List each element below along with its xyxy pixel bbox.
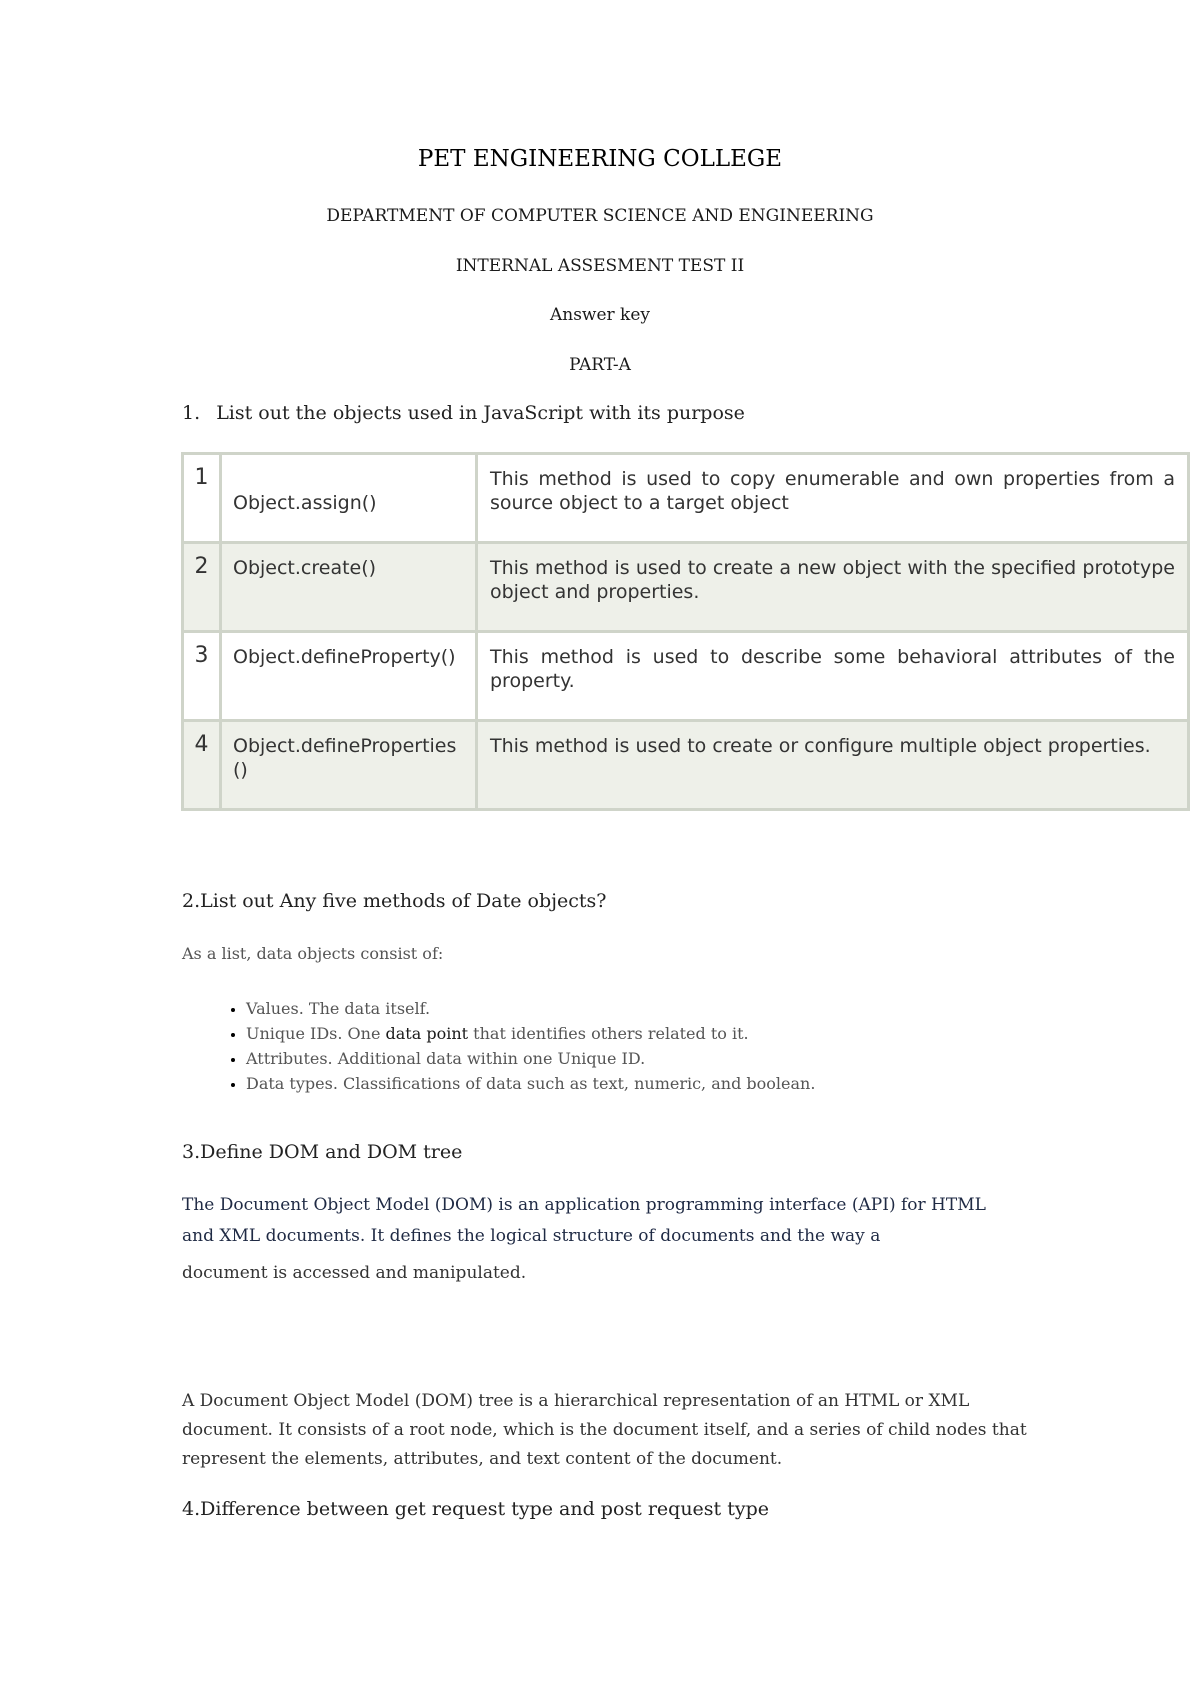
object-method-name: Object.create()	[221, 543, 477, 632]
table-row	[183, 454, 1189, 543]
department-name: DEPARTMENT OF COMPUTER SCIENCE AND ENGINEERING	[326, 206, 874, 226]
question-2-intro: As a list, data objects consist of:	[182, 944, 444, 963]
answer-key-label: Answer key	[549, 305, 651, 325]
object-method-name: Object.defineProperties()	[221, 721, 477, 810]
question-1	[182, 402, 745, 424]
data-objects-list	[212, 996, 815, 1096]
object-method-description: This method is used to create or configure multiple object properties.	[477, 721, 1189, 810]
list-item	[246, 1046, 815, 1071]
dom-definition-text-end: document is accessed and manipulated.	[182, 1263, 527, 1283]
list-item-text-end: that identifies others related to it.	[468, 1024, 749, 1043]
row-number: 2	[183, 543, 221, 632]
test-title: INTERNAL ASSESMENT TEST II	[455, 256, 745, 276]
data-point-term: data point	[385, 1024, 469, 1043]
table-row	[183, 543, 1189, 632]
object-method-name: Object.defineProperty()	[221, 632, 477, 721]
question-3: 3.Define DOM and DOM tree	[182, 1141, 463, 1163]
list-item-text: Values. The data itself.	[246, 999, 431, 1018]
table-row	[183, 721, 1189, 810]
question-4: 4.Difference between get request type and post request type	[182, 1498, 769, 1520]
college-name: PET ENGINEERING COLLEGE	[417, 146, 783, 172]
table-row	[183, 632, 1189, 721]
list-item	[246, 1021, 815, 1046]
question-2: 2.List out Any five methods of Date objects?	[182, 890, 607, 912]
question-1-text: List out the objects used in JavaScript with its purpose	[216, 402, 745, 424]
row-number: 3	[183, 632, 221, 721]
object-method-description: This method is used to create a new object with the specified prototype object and properties.	[477, 543, 1189, 632]
row-number: 1	[183, 454, 221, 543]
object-method-description: This method is used to describe some behavioral attributes of the property.	[477, 632, 1189, 721]
object-method-description: This method is used to copy enumerable and own properties from a source object to a target object	[477, 454, 1189, 543]
dom-definition-paragraph	[182, 1190, 1002, 1289]
dom-definition-text: The Document Object Model (DOM) is an application programming interface (API) for HTML and XML documents. It defines the logical structure of documents and the way a	[182, 1195, 986, 1246]
object-method-name: Object.assign()	[221, 454, 477, 543]
list-item	[246, 996, 815, 1021]
question-1-number: 1.	[182, 402, 201, 424]
part-label: PART-A	[569, 355, 631, 375]
list-item-text: Unique IDs. One	[246, 1024, 386, 1043]
list-item-text: Data types. Classifications of data such as text, numeric, and boolean.	[246, 1074, 816, 1093]
list-item	[246, 1071, 815, 1096]
row-number: 4	[183, 721, 221, 810]
dom-tree-paragraph: A Document Object Model (DOM) tree is a hierarchical representation of an HTML or XML document. It consists of a root node, which is the document itself, and a series of child nodes that represent the elements, attributes, and text content of the document.	[182, 1391, 1027, 1469]
list-item-text: Attributes. Additional data within one Unique ID.	[246, 1049, 646, 1068]
objects-table	[181, 452, 1190, 811]
